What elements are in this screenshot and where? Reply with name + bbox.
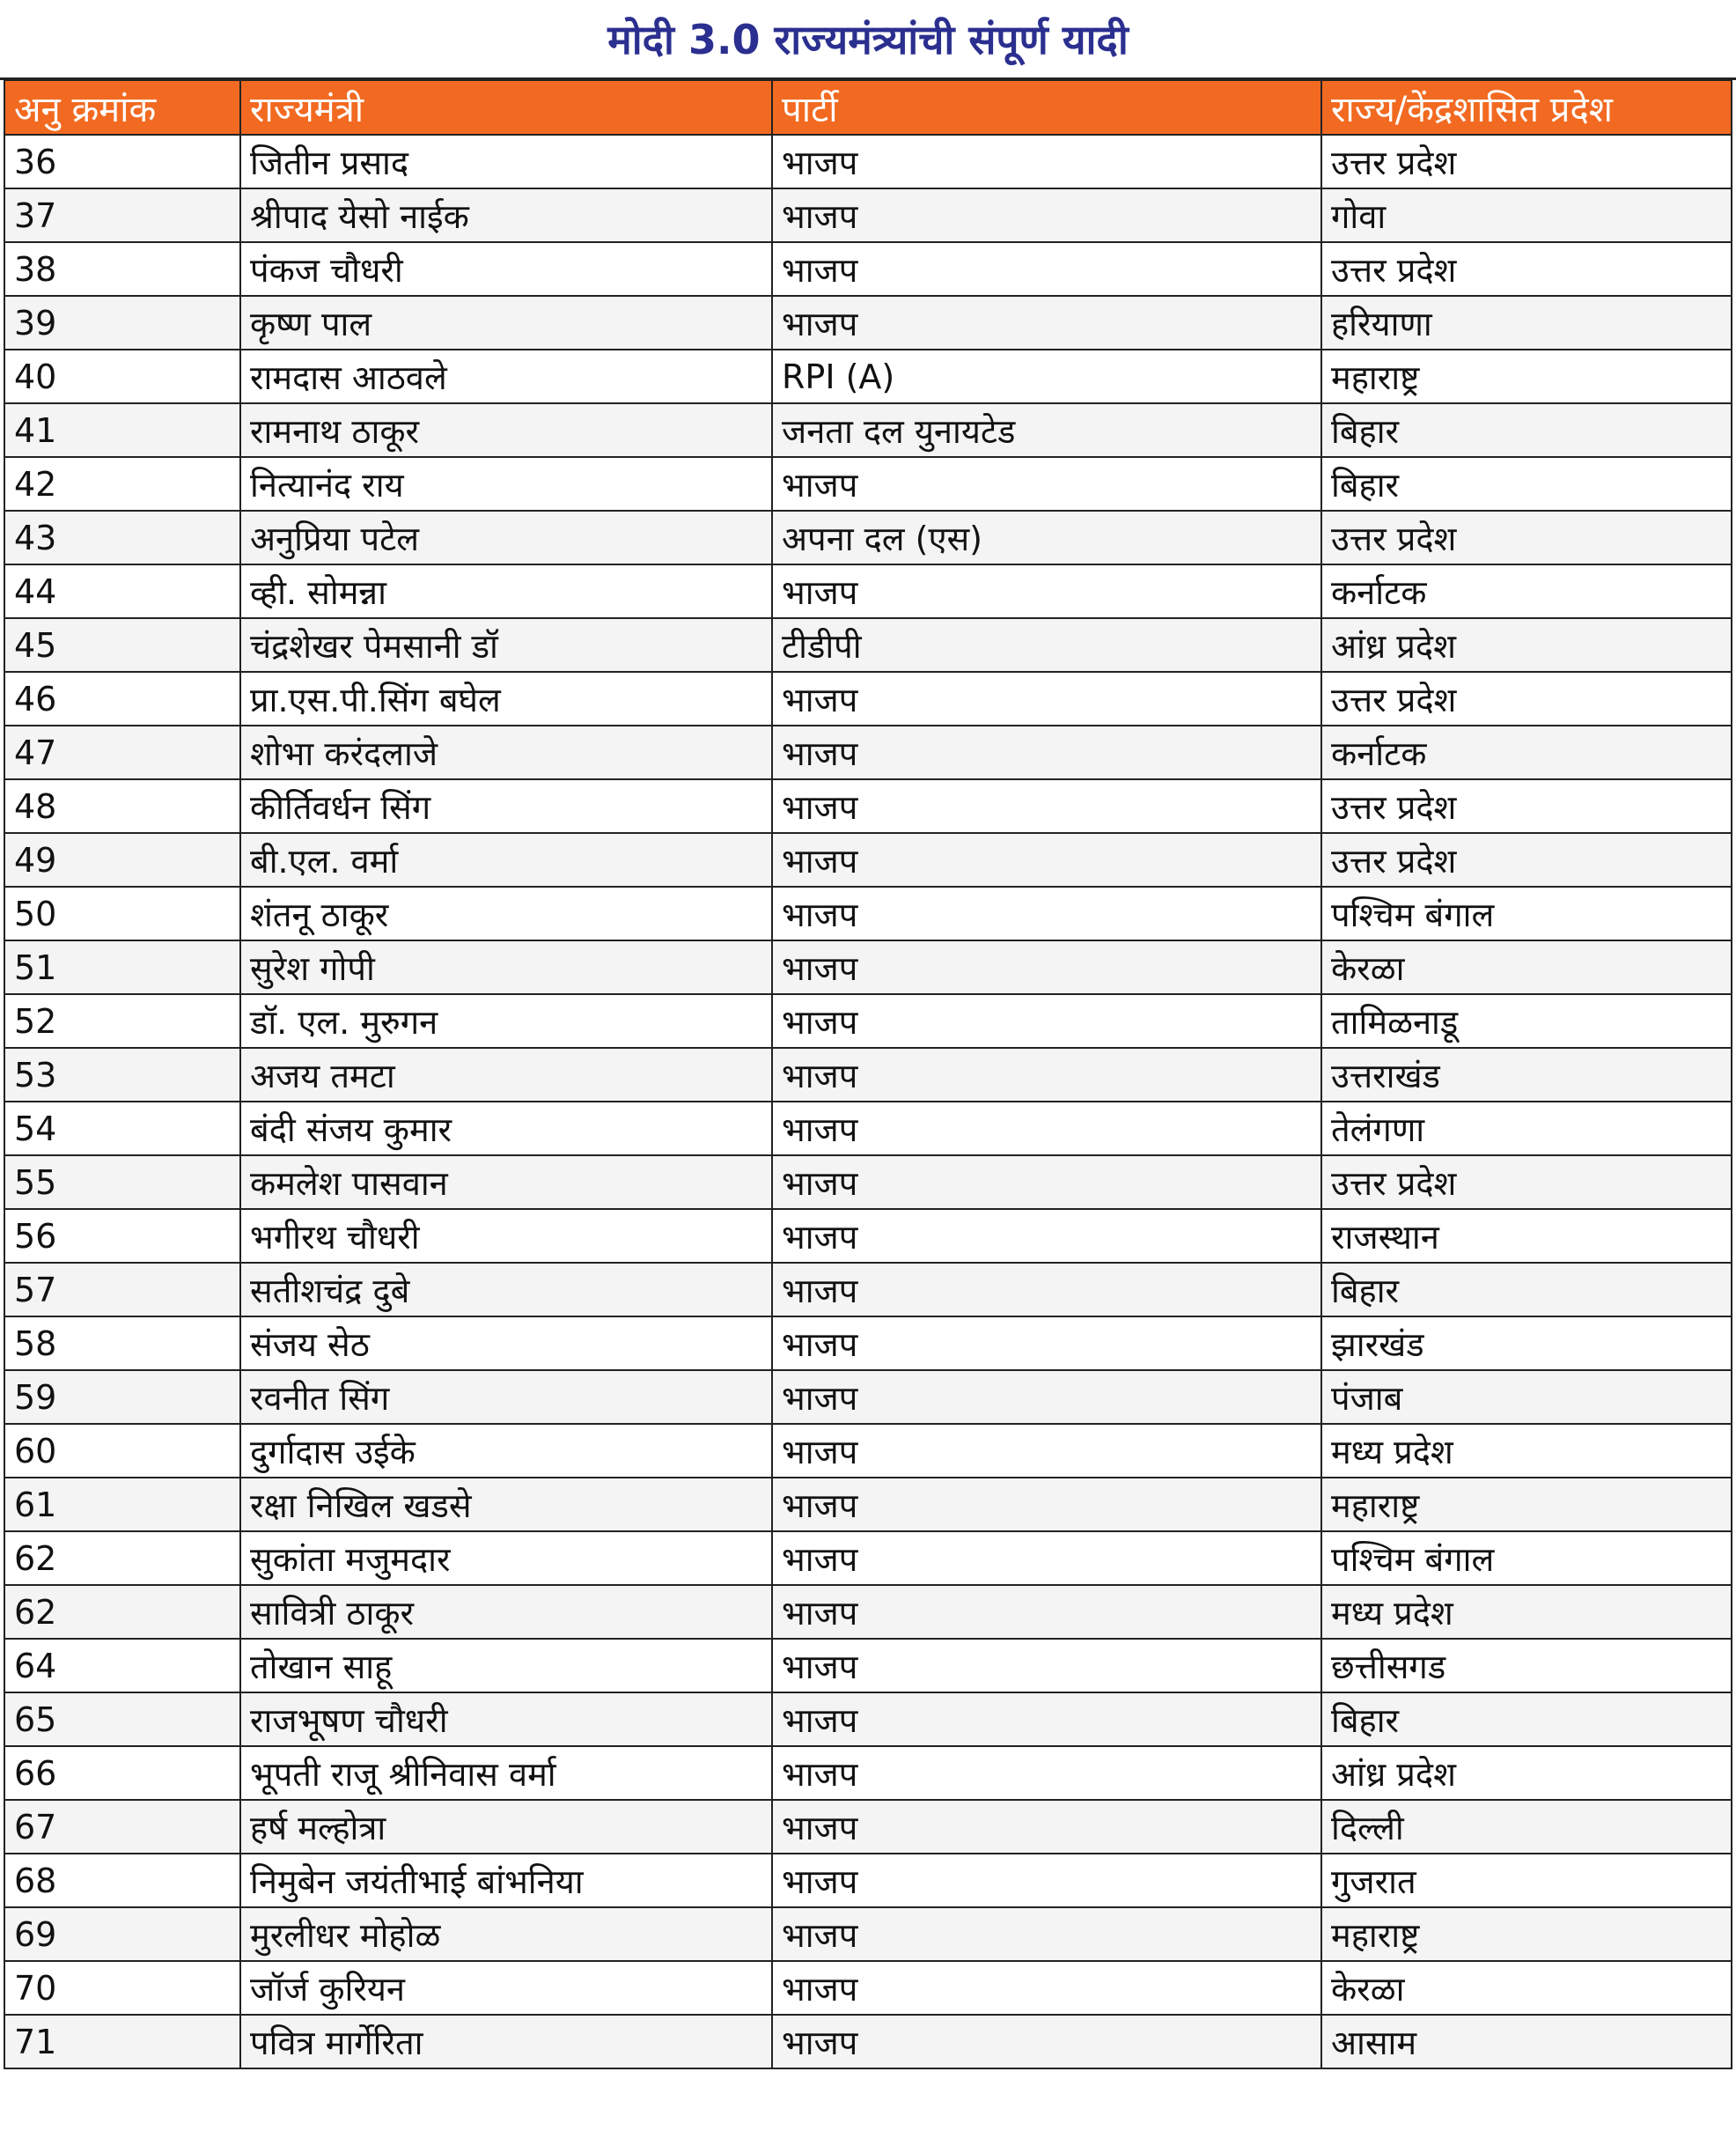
cell-party: भाजप [772,994,1321,1048]
cell-serial: 53 [4,1048,240,1102]
cell-minister: कृष्ण पाल [240,296,772,350]
table-row [4,1800,1732,1854]
table-row [4,242,1732,296]
cell-state: उत्तर प्रदेश [1321,135,1732,188]
cell-serial: 69 [4,1907,240,1961]
cell-serial: 49 [4,833,240,887]
cell-state: उत्तर प्रदेश [1321,672,1732,726]
cell-minister: सावित्री ठाकूर [240,1585,772,1639]
cell-state: तेलंगणा [1321,1102,1732,1155]
cell-serial: 38 [4,242,240,296]
table-row [4,887,1732,940]
cell-party: भाजप [772,1531,1321,1585]
cell-party: भाजप [772,1209,1321,1263]
table-row [4,994,1732,1048]
table-row [4,1048,1732,1102]
table-row [4,1692,1732,1746]
cell-state: बिहार [1321,1692,1732,1746]
cell-party: भाजप [772,2015,1321,2068]
cell-state: गोवा [1321,188,1732,242]
cell-serial: 64 [4,1639,240,1692]
table-row [4,618,1732,672]
cell-serial: 58 [4,1316,240,1370]
header-state: राज्य/केंद्रशासित प्रदेश [1321,80,1732,135]
cell-party: भाजप [772,940,1321,994]
cell-state: मध्य प्रदेश [1321,1585,1732,1639]
cell-party: भाजप [772,1155,1321,1209]
cell-state: कर्नाटक [1321,564,1732,618]
cell-party: भाजप [772,1263,1321,1316]
cell-serial: 50 [4,887,240,940]
cell-party: भाजप [772,1692,1321,1746]
cell-state: बिहार [1321,457,1732,511]
cell-party: भाजप [772,564,1321,618]
cell-state: मध्य प्रदेश [1321,1424,1732,1478]
cell-party: भाजप [772,1370,1321,1424]
cell-minister: पंकज चौधरी [240,242,772,296]
cell-minister: अजय तमटा [240,1048,772,1102]
cell-serial: 60 [4,1424,240,1478]
cell-state: पश्चिम बंगाल [1321,887,1732,940]
cell-serial: 46 [4,672,240,726]
cell-party: भाजप [772,242,1321,296]
cell-state: उत्तर प्रदेश [1321,779,1732,833]
table-row [4,779,1732,833]
table-body [4,135,1732,2068]
header-serial: अनु क्रमांक [4,80,240,135]
table-row [4,296,1732,350]
table-row [4,511,1732,564]
cell-minister: निमुबेन जयंतीभाई बांभनिया [240,1854,772,1907]
cell-party: भाजप [772,1102,1321,1155]
cell-state: उत्तर प्रदेश [1321,242,1732,296]
table-row [4,1155,1732,1209]
table-row [4,135,1732,188]
cell-state: हरियाणा [1321,296,1732,350]
table-row [4,1316,1732,1370]
cell-serial: 48 [4,779,240,833]
cell-state: गुजरात [1321,1854,1732,1907]
cell-party: भाजप [772,457,1321,511]
cell-minister: शंतनू ठाकूर [240,887,772,940]
cell-minister: रक्षा निखिल खडसे [240,1478,772,1531]
cell-serial: 39 [4,296,240,350]
table-row [4,1854,1732,1907]
cell-minister: रामनाथ ठाकूर [240,403,772,457]
cell-party: भाजप [772,1424,1321,1478]
table-row [4,833,1732,887]
header-minister: राज्यमंत्री [240,80,772,135]
cell-serial: 62 [4,1531,240,1585]
cell-minister: सतीशचंद्र दुबे [240,1263,772,1316]
cell-party: भाजप [772,1907,1321,1961]
table-row [4,1209,1732,1263]
cell-state: आंध्र प्रदेश [1321,1746,1732,1800]
cell-state: महाराष्ट्र [1321,1907,1732,1961]
cell-minister: नित्यानंद राय [240,457,772,511]
cell-party: भाजप [772,1316,1321,1370]
cell-serial: 55 [4,1155,240,1209]
table-row [4,1961,1732,2015]
table-row [4,1102,1732,1155]
title-bar [0,0,1736,80]
cell-state: पंजाब [1321,1370,1732,1424]
cell-minister: संजय सेठ [240,1316,772,1370]
cell-party: भाजप [772,1961,1321,2015]
cell-state: पश्चिम बंगाल [1321,1531,1732,1585]
cell-state: उत्तराखंड [1321,1048,1732,1102]
cell-party: भाजप [772,1478,1321,1531]
cell-minister: दुर्गादास उईके [240,1424,772,1478]
cell-state: केरळा [1321,1961,1732,2015]
cell-party: भाजप [772,1746,1321,1800]
cell-minister: रवनीत सिंग [240,1370,772,1424]
table-row [4,2015,1732,2068]
table-row [4,403,1732,457]
cell-state: राजस्थान [1321,1209,1732,1263]
cell-serial: 65 [4,1692,240,1746]
cell-state: कर्नाटक [1321,726,1732,779]
cell-party: भाजप [772,1854,1321,1907]
cell-minister: कीर्तिवर्धन सिंग [240,779,772,833]
table-row [4,1424,1732,1478]
table-row [4,1370,1732,1424]
table-row [4,1639,1732,1692]
cell-state: उत्तर प्रदेश [1321,833,1732,887]
cell-minister: भूपती राजू श्रीनिवास वर्मा [240,1746,772,1800]
cell-minister: तोखान साहू [240,1639,772,1692]
cell-serial: 70 [4,1961,240,2015]
table-row [4,940,1732,994]
cell-minister: बी.एल. वर्मा [240,833,772,887]
cell-state: झारखंड [1321,1316,1732,1370]
cell-party: जनता दल युनायटेड [772,403,1321,457]
cell-minister: जितीन प्रसाद [240,135,772,188]
cell-serial: 52 [4,994,240,1048]
cell-party: भाजप [772,1639,1321,1692]
cell-serial: 41 [4,403,240,457]
cell-state: बिहार [1321,1263,1732,1316]
cell-serial: 47 [4,726,240,779]
cell-minister: रामदास आठवले [240,350,772,403]
cell-minister: बंदी संजय कुमार [240,1102,772,1155]
cell-party: टीडीपी [772,618,1321,672]
table-row [4,726,1732,779]
cell-party: भाजप [772,1048,1321,1102]
table-row [4,457,1732,511]
cell-serial: 66 [4,1746,240,1800]
header-row [4,80,1732,135]
cell-serial: 57 [4,1263,240,1316]
cell-serial: 51 [4,940,240,994]
cell-party: भाजप [772,1800,1321,1854]
cell-serial: 36 [4,135,240,188]
page-title: मोदी 3.0 राज्यमंत्र्यांची संपूर्ण यादी [607,16,1129,63]
cell-serial: 45 [4,618,240,672]
cell-state: उत्तर प्रदेश [1321,1155,1732,1209]
cell-serial: 71 [4,2015,240,2068]
cell-serial: 68 [4,1854,240,1907]
header-party: पार्टी [772,80,1321,135]
cell-state: महाराष्ट्र [1321,1478,1732,1531]
cell-party: भाजप [772,188,1321,242]
cell-state: आंध्र प्रदेश [1321,618,1732,672]
cell-minister: श्रीपाद येसो नाईक [240,188,772,242]
table-row [4,1531,1732,1585]
cell-minister: पवित्र मार्गेरिता [240,2015,772,2068]
cell-minister: राजभूषण चौधरी [240,1692,772,1746]
cell-serial: 40 [4,350,240,403]
cell-state: छत्तीसगड [1321,1639,1732,1692]
cell-state: केरळा [1321,940,1732,994]
table-row [4,188,1732,242]
cell-serial: 42 [4,457,240,511]
cell-party: भाजप [772,1585,1321,1639]
cell-state: बिहार [1321,403,1732,457]
cell-state: आसाम [1321,2015,1732,2068]
cell-serial: 43 [4,511,240,564]
cell-party: भाजप [772,135,1321,188]
table-row [4,1907,1732,1961]
cell-serial: 61 [4,1478,240,1531]
cell-party: भाजप [772,726,1321,779]
cell-party: भाजप [772,672,1321,726]
cell-minister: शोभा करंदलाजे [240,726,772,779]
table-row [4,350,1732,403]
cell-party: अपना दल (एस) [772,511,1321,564]
cell-serial: 59 [4,1370,240,1424]
cell-serial: 54 [4,1102,240,1155]
cell-party: भाजप [772,833,1321,887]
cell-minister: व्ही. सोमन्ना [240,564,772,618]
cell-minister: हर्ष मल्होत्रा [240,1800,772,1854]
cell-party: भाजप [772,887,1321,940]
cell-state: दिल्ली [1321,1800,1732,1854]
table-row [4,1478,1732,1531]
cell-serial: 62 [4,1585,240,1639]
table-row [4,564,1732,618]
cell-minister: सुरेश गोपी [240,940,772,994]
cell-minister: कमलेश पासवान [240,1155,772,1209]
cell-minister: मुरलीधर मोहोळ [240,1907,772,1961]
cell-minister: डॉ. एल. मुरुगन [240,994,772,1048]
cell-state: उत्तर प्रदेश [1321,511,1732,564]
cell-state: तामिळनाडू [1321,994,1732,1048]
table-row [4,1746,1732,1800]
cell-serial: 56 [4,1209,240,1263]
cell-minister: सुकांता मजुमदार [240,1531,772,1585]
table-row [4,1263,1732,1316]
table-row [4,672,1732,726]
table-header [4,80,1732,135]
cell-minister: भगीरथ चौधरी [240,1209,772,1263]
cell-serial: 44 [4,564,240,618]
cell-serial: 67 [4,1800,240,1854]
cell-party: भाजप [772,779,1321,833]
cell-minister: अनुप्रिया पटेल [240,511,772,564]
cell-state: महाराष्ट्र [1321,350,1732,403]
cell-serial: 37 [4,188,240,242]
table-row [4,1585,1732,1639]
cell-party: RPI (A) [772,350,1321,403]
cell-minister: जॉर्ज कुरियन [240,1961,772,2015]
cell-minister: प्रा.एस.पी.सिंग बघेल [240,672,772,726]
cell-minister: चंद्रशेखर पेमसानी डॉ [240,618,772,672]
cell-party: भाजप [772,296,1321,350]
ministers-table [4,79,1732,2069]
